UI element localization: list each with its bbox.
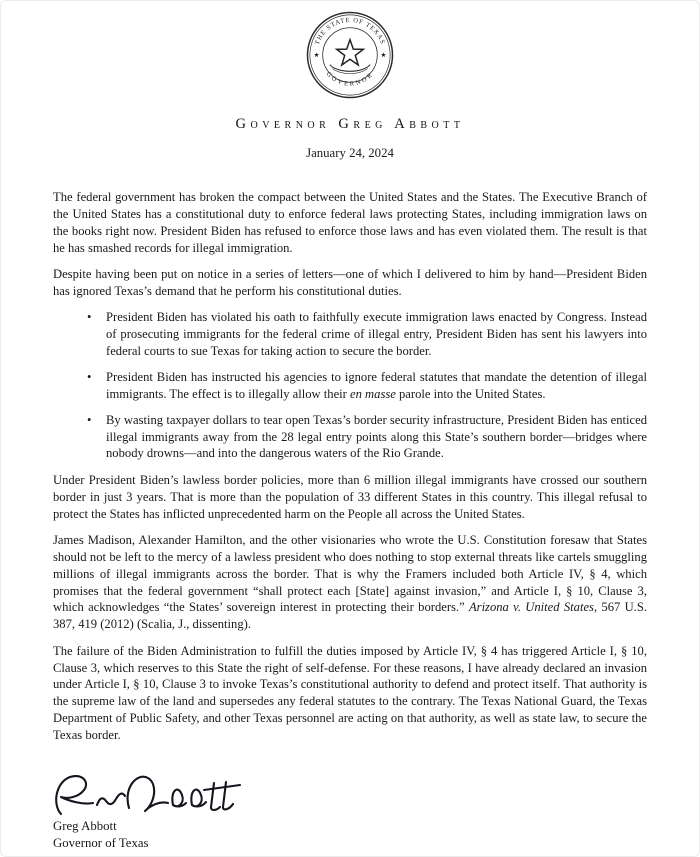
letter-body — [53, 189, 647, 744]
bullet-list — [53, 309, 647, 462]
bullet-item-3 — [53, 412, 647, 463]
paragraph-1: The federal government has broken the compact between the United States and the States. The Executive Branch of the United States has a constitutional duty to enforce federal laws protecting States, including immigration laws on the books right now. President Biden has refused to enforce those laws and has even violated them. The result is that he has smashed records for illegal immigration. — [53, 190, 647, 255]
paragraph-text: , 567 U.S. 387, 419 (2012) (Scalia, J., dissenting). — [53, 600, 647, 632]
signature-name: Greg Abbott — [53, 819, 117, 834]
letterhead — [53, 1, 647, 161]
bullet-text: By wasting taxpayer dollars to tear open Texas’s border security infrastructure, President Biden has enticed illegal immigrants away from the 28 legal entry points along this State’s southern border—bridges where nobody drowns—and into the dangerous waters of the Rio Grande. — [106, 412, 647, 461]
paragraph-2: Despite having been put on notice in a series of letters—one of which I delivered to him by hand—President Biden has ignored Texas’s demand that he perform his constitutional duties. — [53, 267, 647, 298]
office-title: Governor Greg Abbott — [235, 116, 465, 132]
bullet-item-1 — [53, 309, 647, 360]
handwritten-signature — [49, 770, 249, 824]
paragraph-text: James Madison, Alexander Hamilton, and the other visionaries who wrote the U.S. Constitution foresaw that States should not be left to the mercy of a lawless president who does nothing to stop external threats like cartels smuggling millions of illegal immigrants across the border. That is why the Framers included both Article IV, § 4, which promises that the federal government “shall protect each [State] against invasion,” and Article I, § 10, Clause 3, which acknowledges “the States’ sovereign interest in protecting their borders.” — [53, 532, 647, 615]
svg-text:THE STATE OF TEXAS: THE STATE OF TEXAS — [313, 16, 387, 46]
signature-block — [53, 770, 249, 851]
paragraph-3: Under President Biden’s lawless border policies, more than 6 million illegal immigrants have crossed our southern border in just 3 years. That is more than the population of 33 different States in this country. This illegal refusal to protect the States has inflicted unprecedented harm on the People all across the United States. — [53, 472, 647, 521]
bullet-text: President Biden has instructed his agencies to ignore federal statutes that mandate the detention of illegal immigrants. The effect is to illegally allow their — [106, 369, 647, 401]
bullet-item-2 — [53, 369, 647, 403]
svg-text:GOVERNOR: GOVERNOR — [324, 70, 376, 88]
letter-content — [1, 1, 699, 744]
case-citation: Arizona v. United States — [468, 600, 594, 615]
signature-title: Governor of Texas — [53, 835, 149, 850]
bullet-text: President Biden has violated his oath to faithfully execute immigration laws enacted by Congress. Instead of prosecuting immigrants for the federal crime of illegal entry, President Biden has sent his lawyers into federal courts to sue Texas for taking action to secure the border. — [106, 310, 647, 358]
paragraph-5: The failure of the Biden Administration to fulfill the duties imposed by Article IV, § 4 has triggered Article I, § 10, Clause 3, which reserves to this State the right of self-defense. For these reasons, I have already declared an invasion under Article I, § 10, Clause 3 to invoke Texas’s constitutional authority to defend and protect itself. That authority is the supreme law of the land and supersedes any federal statutes to the contrary. The Texas National Guard, the Texas Department of Public Safety, and other Texas personnel are acting on that authority, as well as state law, to secure the Texas border. — [53, 643, 647, 742]
latin-phrase: en masse — [350, 386, 396, 401]
letter-date: January 24, 2024 — [306, 146, 394, 160]
paragraph-4 — [53, 532, 647, 633]
texas-state-seal-icon — [306, 11, 394, 99]
bullet-text: parole into the United States. — [395, 386, 546, 401]
